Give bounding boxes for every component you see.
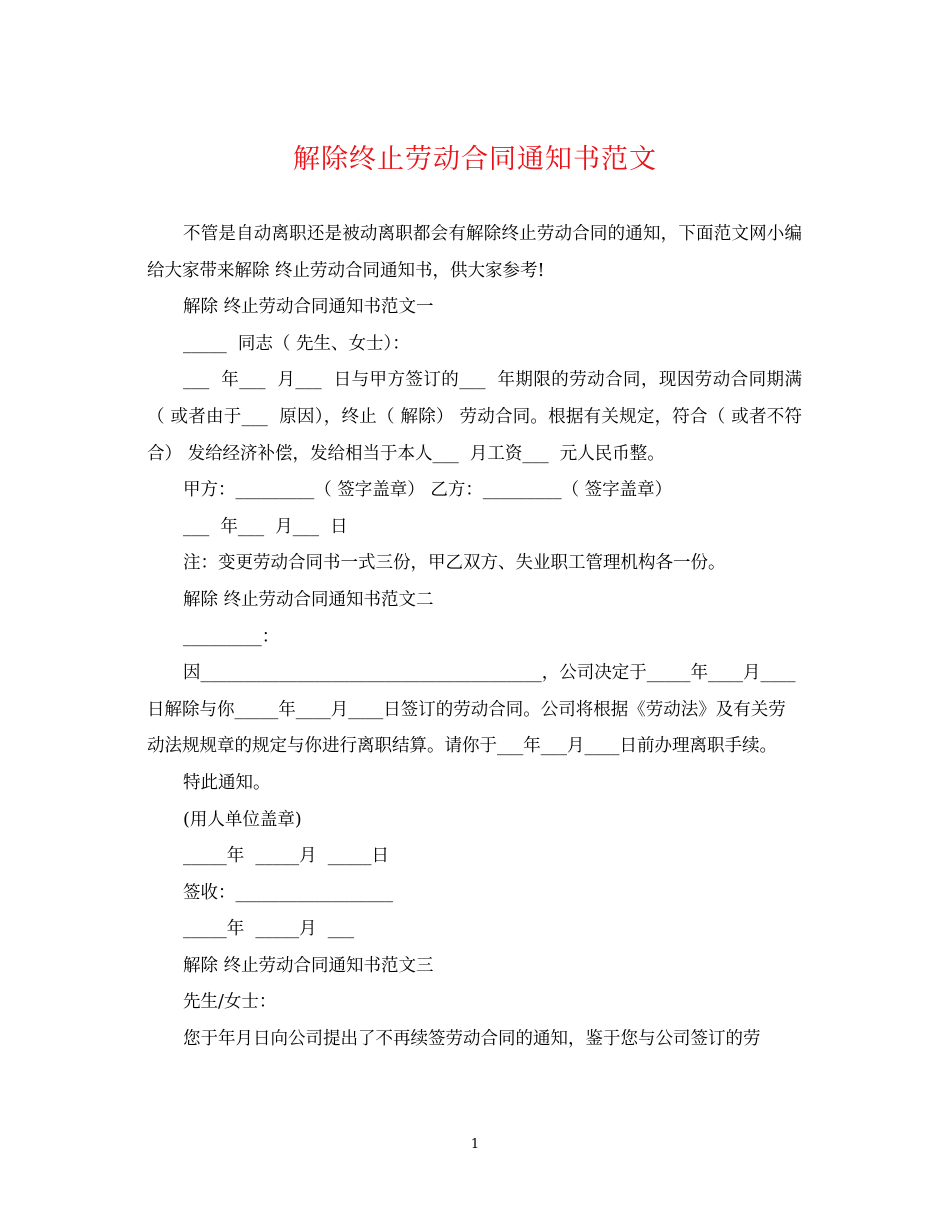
salutation-line: _____ 同志（ 先生、女士）： <box>183 333 410 354</box>
date-line: ___ 年___ 月___ 日 <box>183 516 348 537</box>
date-line-two: _____年 _____月 _____日 <box>183 846 390 867</box>
paragraph-non-renewal: 您于年月日向公司提出了不再续签劳动合同的通知，鉴于您与公司签订的劳 <box>183 1029 761 1050</box>
page-number: 1 <box>470 1137 480 1152</box>
heading-sample-three: 解除 终止劳动合同通知书范文三 <box>183 955 434 976</box>
paragraph-company-decision: 因_______________________________________，公司决定于_____年____月____日解除与你_____年____月____日签订的劳动合同。公司将根据《劳动法》及有关劳动法规规章的规定与你进行离职结算。请你于___年___月____日前办理离职手续。 <box>147 663 796 757</box>
heading-sample-two: 解除 终止劳动合同通知书范文二 <box>183 589 434 610</box>
heading-sample-one: 解除 终止劳动合同通知书范文一 <box>183 297 434 318</box>
signature-line-parties: 甲方：_________（ 签字盖章） 乙方：_________（ 签字盖章） <box>183 480 673 501</box>
notice-line: 特此通知。 <box>183 772 271 793</box>
document-body <box>147 216 802 1058</box>
addressee-line: _________： <box>183 626 280 647</box>
paragraph-contract-termination: ___ 年___ 月___ 日与甲方签订的___ 年期限的劳动合同，现因劳动合同期满（ 或者由于___ 原因），终止（ 解除） 劳动合同。根据有关规定，符合（ 或者不符合） 发给经济补偿，发给相当于本人___ 月工资___ 元人民币整。 <box>147 370 802 464</box>
date-line-three: _____年 _____月 ___ <box>183 919 355 940</box>
stamp-line: (用人单位盖章) <box>183 809 302 830</box>
receipt-signature-line: 签收：__________________ <box>183 882 393 903</box>
paragraph-intro: 不管是自动离职还是被动离职都会有解除终止劳动合同的通知，下面范文网小编给大家带来解除 终止劳动合同通知书，供大家参考! <box>147 224 802 281</box>
document-title: 解除终止劳动合同通知书范文 <box>293 144 657 175</box>
note-line: 注：变更劳动合同书一式三份，甲乙双方、失业职工管理机构各一份。 <box>183 553 726 574</box>
salutation-line-three: 先生/女士： <box>183 992 277 1013</box>
